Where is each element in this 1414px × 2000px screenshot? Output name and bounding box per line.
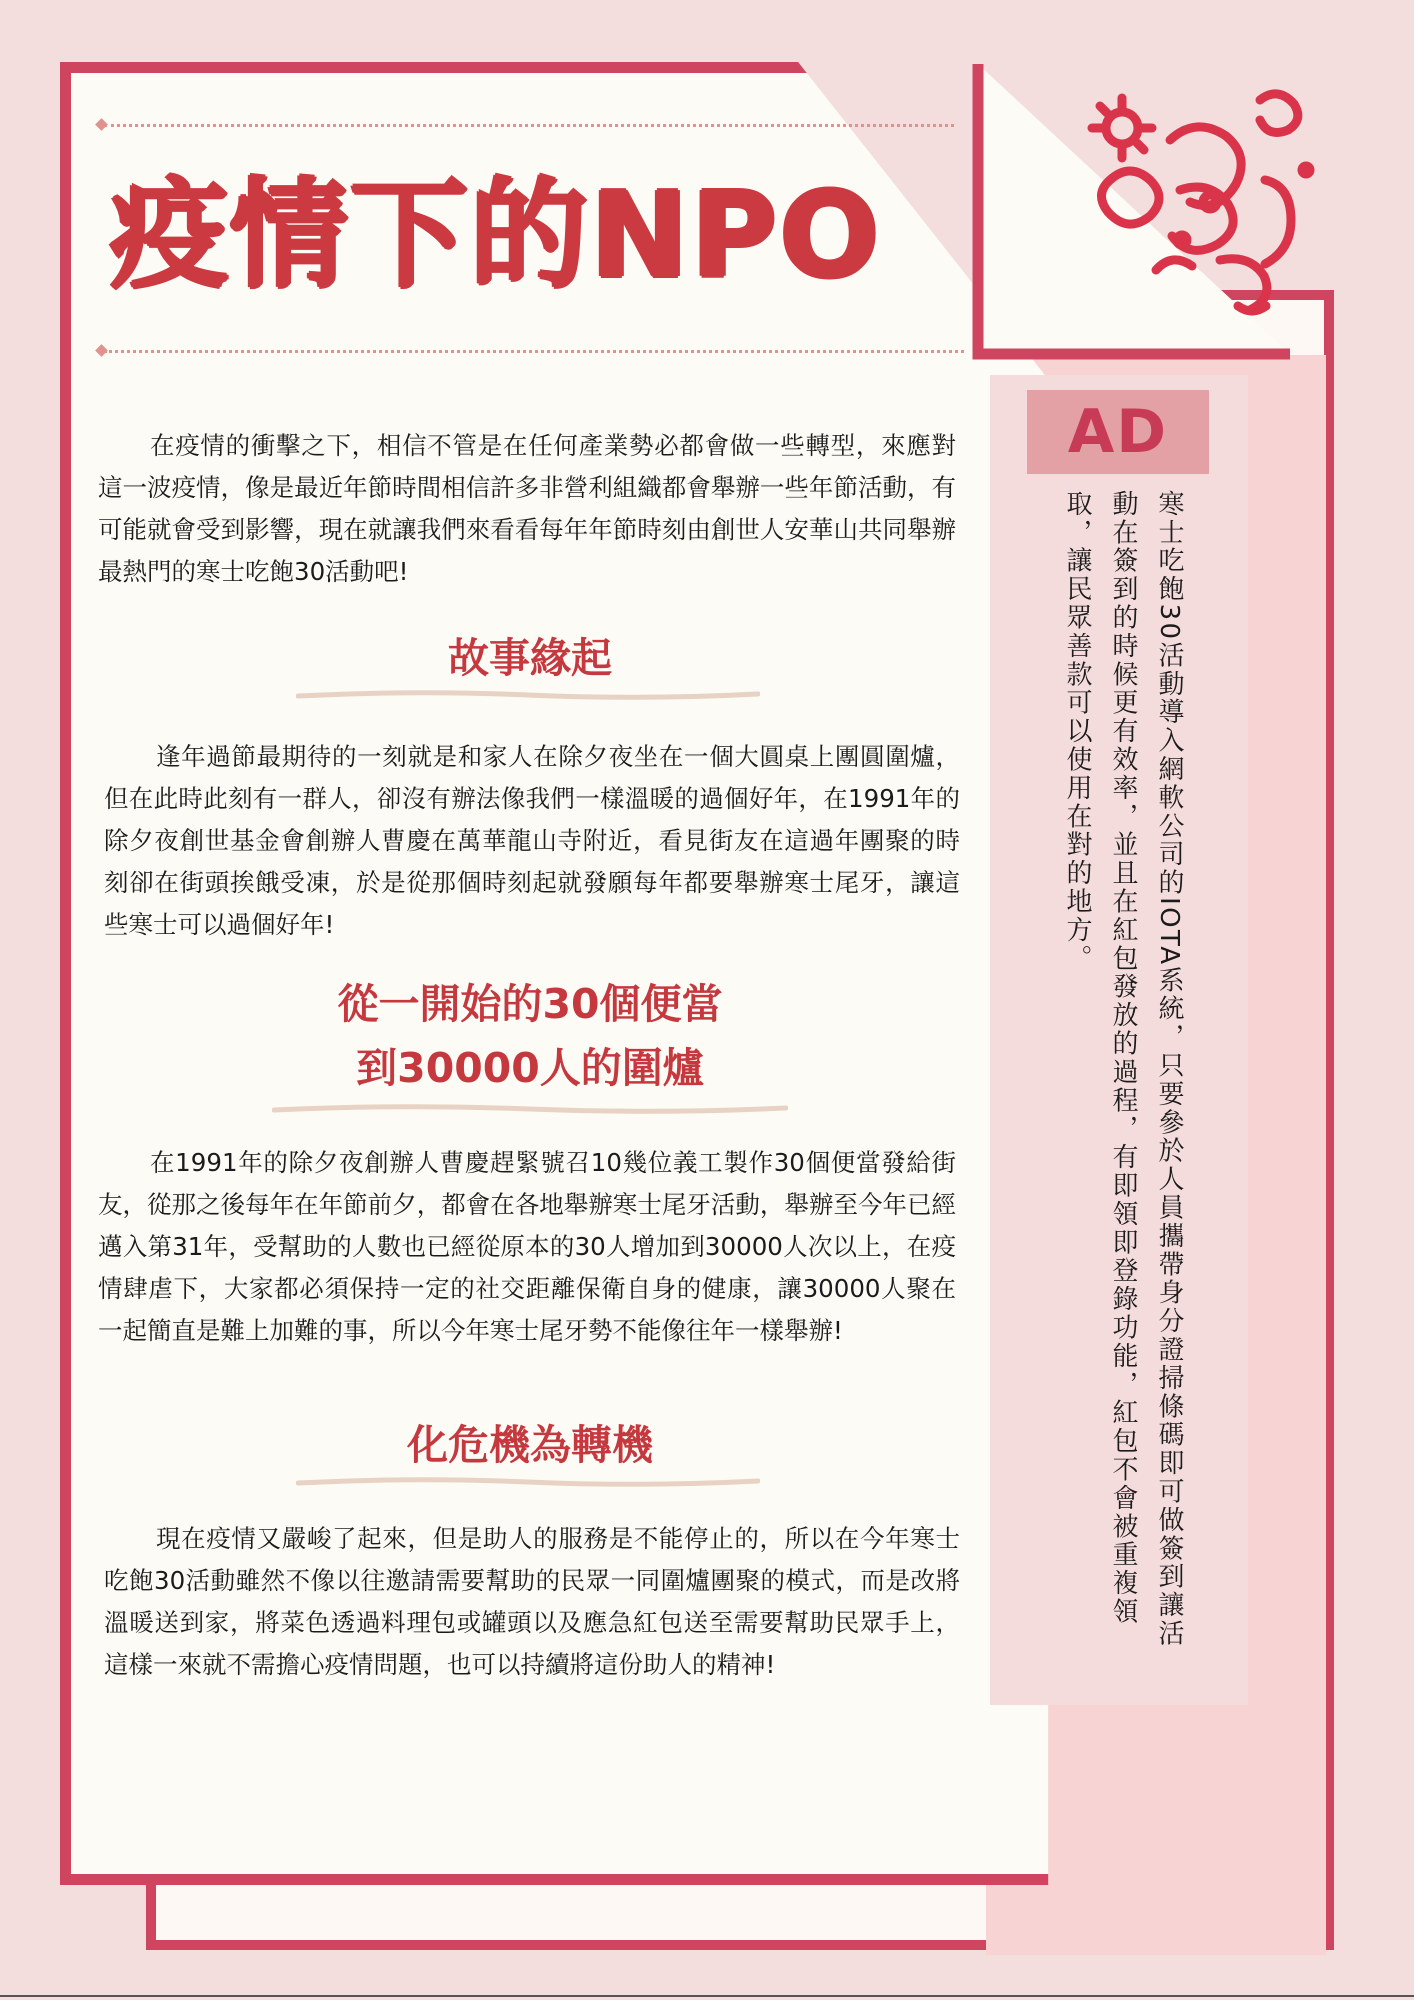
origin-paragraph: 逢年過節最期待的一刻就是和家人在除夕夜坐在一個大圓桌上團圓圍爐，但在此時此刻有一群人，卻沒有辦法像我們一樣溫暖的過個好年，在1991年的除夕夜創世基金會創辦人曹慶在萬華龍山寺附近，看見街友在這過年團聚的時刻卻在街頭挨餓受凍，於是從那個時刻起就發願每年都要舉辦寒士尾牙，讓這些寒士可以過個好年! bbox=[104, 742, 960, 939]
heading-line: 從一開始的30個便當 bbox=[337, 980, 723, 1028]
section-heading-turning-point: 化危機為轉機 bbox=[407, 1421, 653, 1469]
section-heading-origin: 故事緣起 bbox=[448, 634, 612, 682]
heading-line: 到30000人的圍爐 bbox=[356, 1044, 704, 1092]
growth-paragraph: 在1991年的除夕夜創辦人曹慶趕緊號召10幾位義工製作30個便當發給街友，從那之後每年在年節前夕，都會在各地舉辦寒士尾牙活動，舉辦至今年已經邁入第31年，受幫助的人數也已經從原本的30人增加到30000人次以上，在疫情肆虐下，大家都必須保持一定的社交距離保衛自身的健康，讓30000人聚在一起簡直是難上加難的事，所以今年寒士尾牙勢不能像往年一樣舉辦! bbox=[98, 1148, 956, 1345]
ad-label: AD bbox=[1027, 390, 1209, 474]
top-dotted-divider bbox=[104, 124, 954, 127]
ad-vertical-text: 寒士吃飽30活動導入網軟公司的IOTA系統，只要參於人員攜帶身分證掃條碼即可做簽到讓活動在簽到的時候更有效率，並且在紅包發放的過程，有即領即登錄功能，紅包不會被重複領取，讓民眾善款可以使用在對的地方。 bbox=[1062, 490, 1184, 1649]
virus-doodle-icon bbox=[1060, 70, 1330, 340]
intro-paragraph: 在疫情的衝擊之下，相信不管是在任何產業勢必都會做一些轉型，來應對這一波疫情，像是最近年節時間相信許多非營利組織都會舉辦一些年節活動，有可能就會受到影響，現在就讓我們來看看每年年節時刻由創世人安華山共同舉辦最熱門的寒士吃飽30活動吧! bbox=[98, 431, 956, 586]
page-edge-line bbox=[0, 1995, 1414, 1997]
section-heading-growth bbox=[270, 972, 790, 1100]
heading-underline bbox=[272, 1102, 788, 1116]
title-dotted-divider bbox=[104, 350, 964, 353]
heading-underline bbox=[296, 688, 760, 702]
heading-underline bbox=[296, 1475, 760, 1489]
turning-point-paragraph: 現在疫情又嚴峻了起來，但是助人的服務是不能停止的，所以在今年寒士吃飽30活動雖然不像以往邀請需要幫助的民眾一同圍爐團聚的模式，而是改將溫暖送到家，將菜色透過料理包或罐頭以及應急紅包送至需要幫助民眾手上，這樣一來就不需擔心疫情問題，也可以持續將這份助人的精神! bbox=[104, 1524, 960, 1679]
page-title: 疫情下的NPO bbox=[110, 166, 882, 304]
